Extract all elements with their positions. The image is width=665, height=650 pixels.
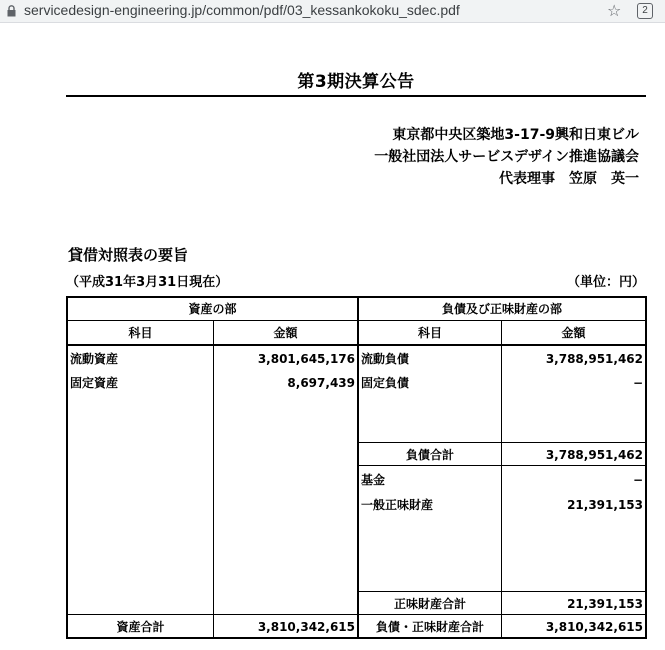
assets-total-amount: 3,810,342,615	[257, 620, 355, 634]
asset-item-fixed: 固定資産	[70, 376, 119, 390]
as-of-date: （平成31年3月31日現在）	[66, 275, 229, 290]
net-assets-total-label: 正味財産合計	[393, 597, 466, 611]
liabilities-section-header: 負債及び正味財産の部	[441, 302, 562, 316]
extension-icon[interactable]: 2	[637, 3, 653, 19]
issuer-representative: 代表理事 笠原 英一	[499, 171, 639, 187]
assets-section-header: 資産の部	[188, 302, 237, 316]
net-assets-total-amount: 21,391,153	[567, 597, 643, 611]
issuer-organization: 一般社団法人サービスデザイン推進協議会	[374, 149, 639, 165]
table-divider-center	[357, 298, 359, 637]
liabilities-col-item: 科目	[417, 326, 442, 340]
table-divider-assets	[213, 320, 214, 637]
issuer-address: 東京都中央区築地3-17-9興和日東ビル	[392, 127, 639, 143]
table-rule-colheader	[68, 344, 645, 346]
table-rule-liab-total-bottom	[359, 465, 645, 466]
liability-item-fixed: 固定負債	[361, 376, 410, 390]
issuer-block	[374, 124, 639, 190]
liability-amount-fixed: −	[632, 376, 643, 390]
asset-amount-current: 3,801,645,176	[257, 352, 355, 366]
net-asset-item-fund: 基金	[361, 473, 386, 487]
asset-amount-fixed: 8,697,439	[287, 376, 355, 390]
table-rule-net-total-top	[359, 591, 645, 592]
assets-col-item: 科目	[128, 326, 153, 340]
assets-total-label: 資産合計	[116, 620, 165, 634]
asset-item-current: 流動資産	[70, 352, 119, 366]
liabilities-total-label: 負債合計	[405, 448, 454, 462]
net-asset-amount-fund: −	[632, 473, 643, 487]
table-rule-liab-total-top	[359, 442, 645, 443]
liability-item-current: 流動負債	[361, 352, 410, 366]
grand-total-label: 負債・正味財産合計	[375, 620, 484, 634]
net-asset-amount-general: 21,391,153	[567, 498, 643, 512]
balance-sheet-table	[66, 296, 647, 639]
liability-amount-current: 3,788,951,462	[545, 352, 643, 366]
grand-total-amount: 3,810,342,615	[545, 620, 643, 634]
unit-label: （単位：円）	[566, 275, 645, 290]
title-underline	[66, 95, 646, 97]
document-title: 第3期決算公告	[297, 72, 415, 92]
address-bar[interactable]	[0, 0, 665, 23]
liabilities-col-amount: 金額	[561, 326, 586, 340]
liabilities-total-amount: 3,788,951,462	[545, 448, 643, 462]
net-asset-item-general: 一般正味財産	[361, 498, 434, 512]
assets-col-amount: 金額	[273, 326, 298, 340]
lock-icon	[7, 5, 16, 17]
table-rule-grand-total	[68, 614, 645, 615]
url-text[interactable]: servicedesign-engineering.jp/common/pdf/03_kessankokoku_sdec.pdf	[24, 2, 460, 18]
bookmark-star-icon[interactable]: ☆	[607, 3, 622, 20]
table-rule-header	[68, 320, 645, 321]
section-title: 貸借対照表の要旨	[68, 246, 189, 264]
